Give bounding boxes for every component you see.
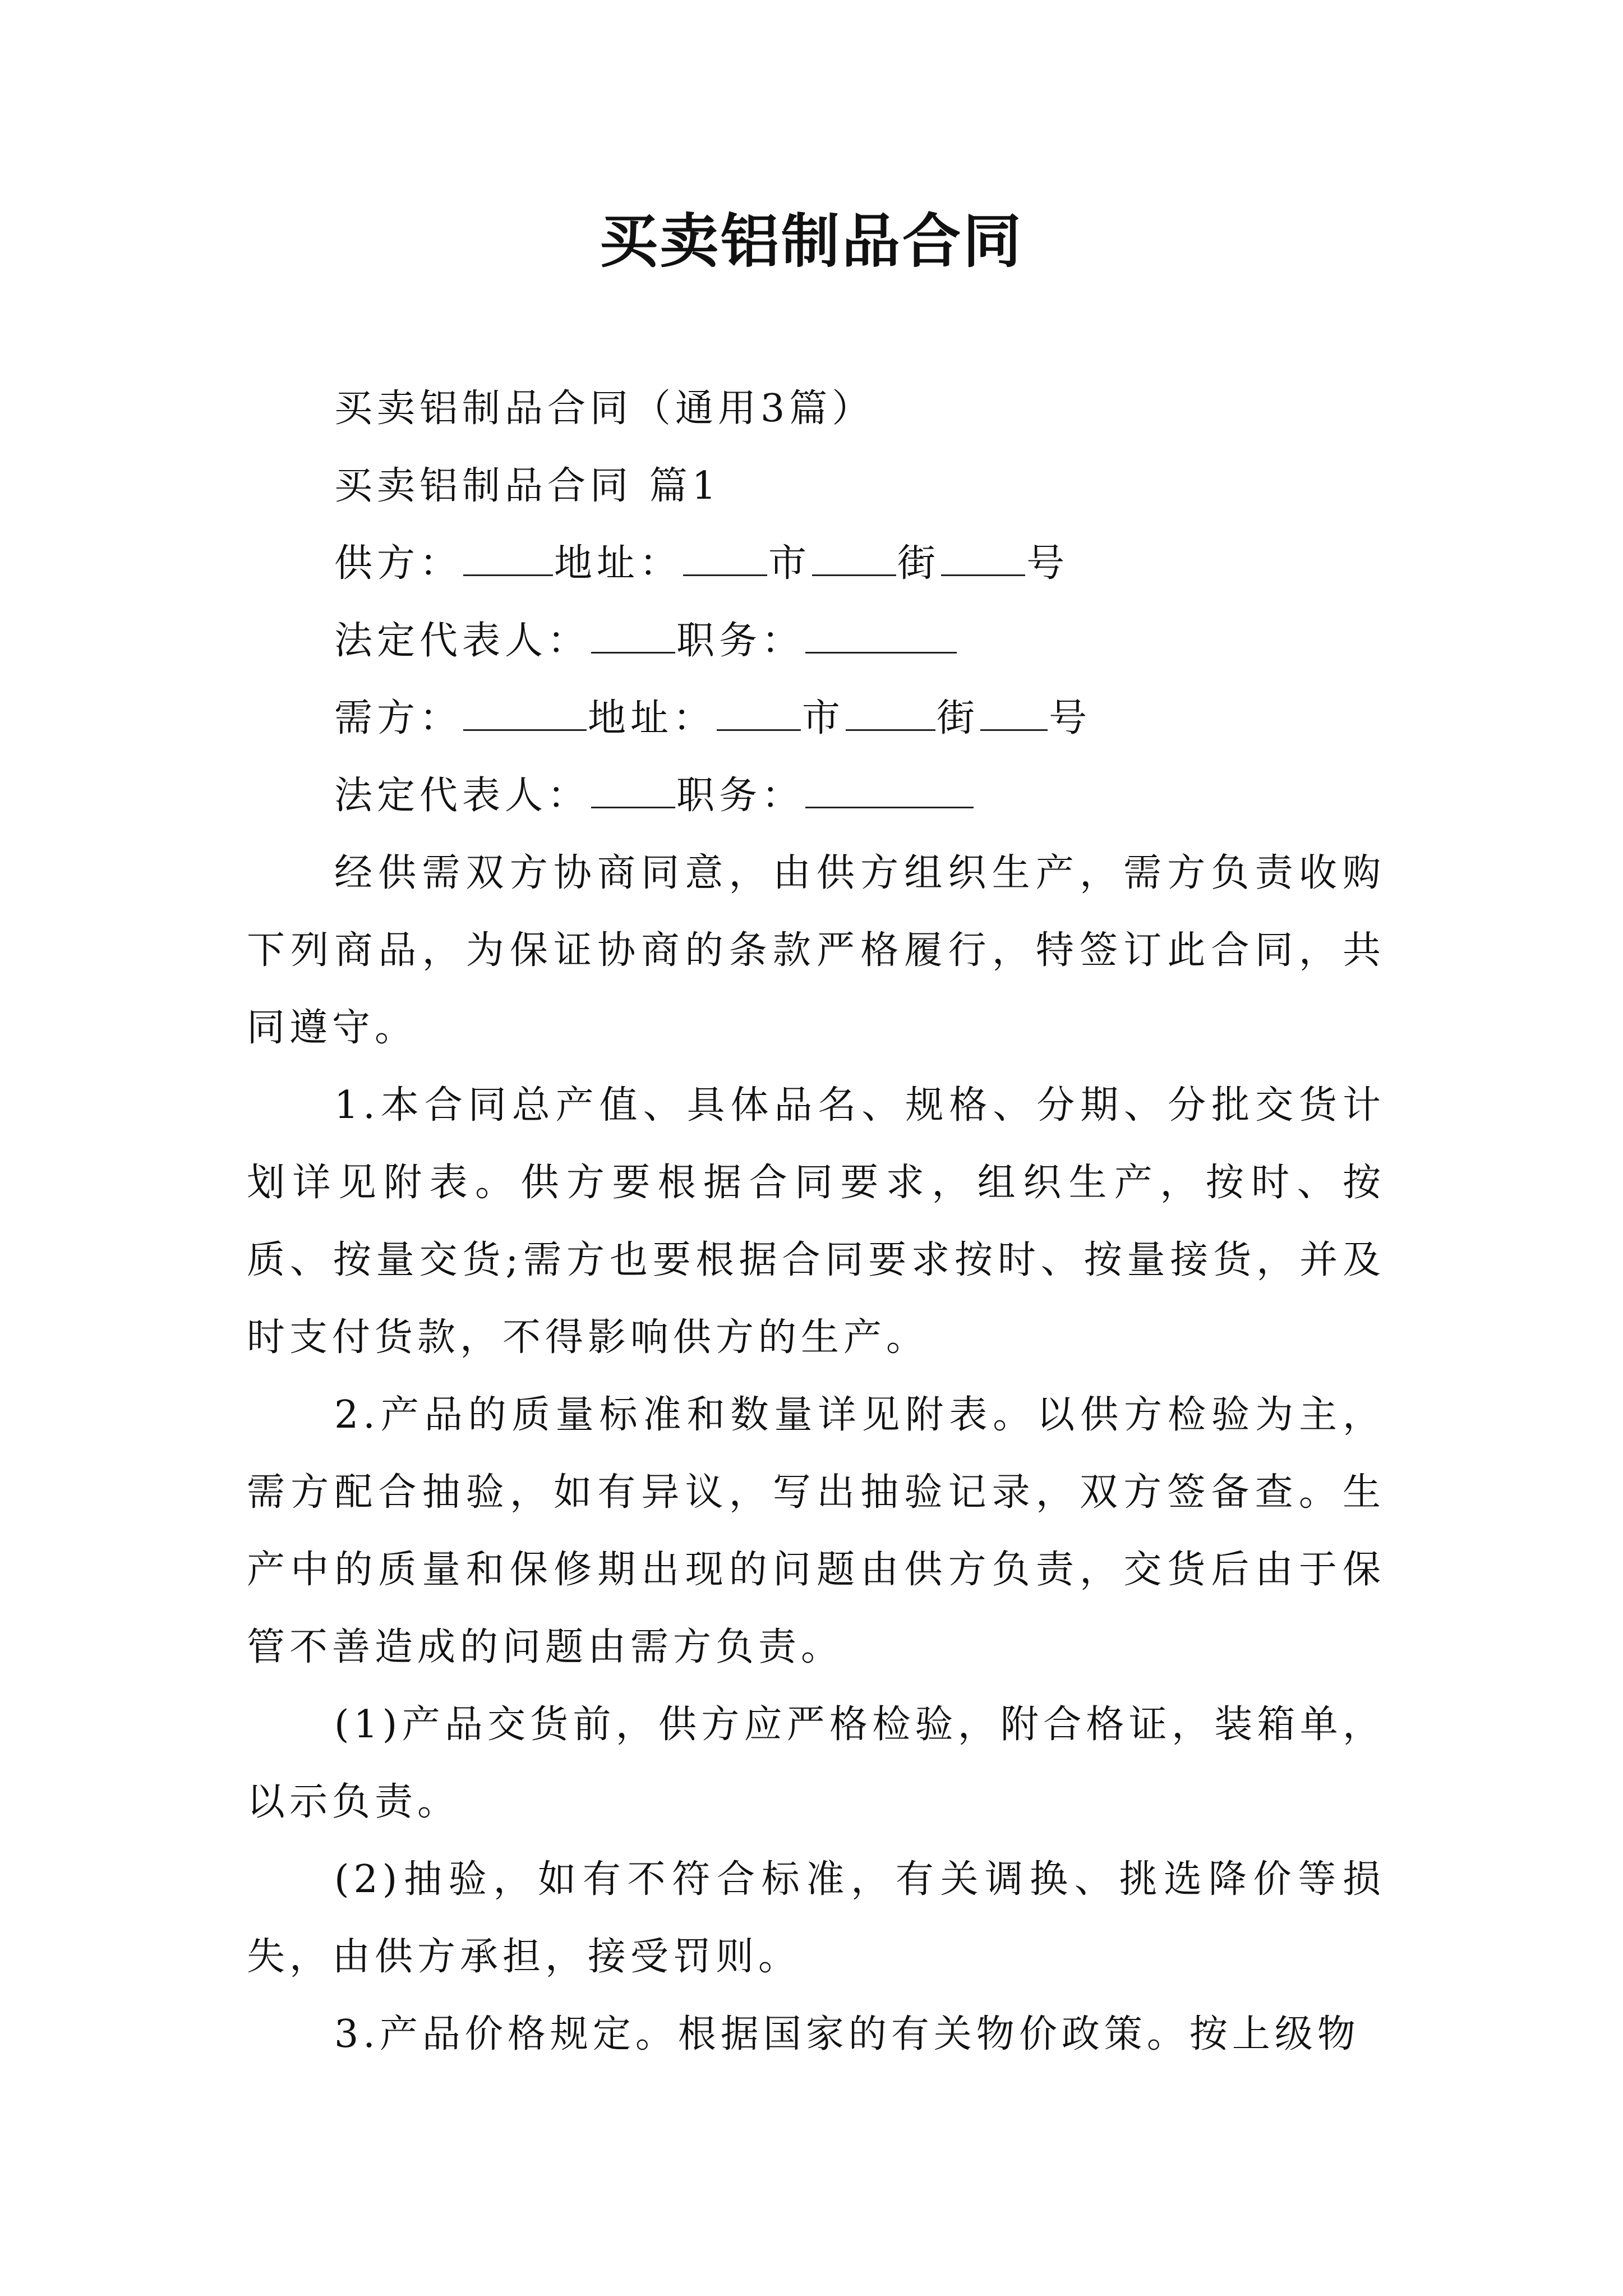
paragraph-clause-1: 1.本合同总产值、具体品名、规格、分期、分批交货计划详见附表。供方要根据合同要求，组织生产，按时、按质、按量交货;需方也要根据合同要求按时、按量接货，并及时支付货款，不得影响供方的生产。	[247, 1083, 1385, 1360]
buyer-city-label: 市	[802, 696, 845, 740]
supplier-rep-label: 法定代表人：	[334, 619, 591, 663]
supplier-city-blank	[683, 540, 767, 576]
buyer-position-label: 职务：	[676, 774, 805, 818]
supplier-line	[247, 525, 1385, 602]
buyer-number-label: 号	[1049, 696, 1092, 740]
buyer-street-label: 街	[937, 696, 980, 740]
buyer-label: 需方：	[334, 696, 463, 740]
supplier-street-label: 街	[897, 541, 940, 586]
buyer-number-blank	[980, 694, 1048, 731]
supplier-city-label: 市	[768, 541, 811, 586]
paragraph-intro: 经供需双方协商同意，由供方组织生产，需方负责收购下列商品，为保证协商的条款严格履行，特签订此合同，共同遵守。	[247, 851, 1385, 1050]
paragraph-clause-3: 3.产品价格规定。根据国家的有关物价政策。按上级物	[334, 2012, 1360, 2056]
section-heading: 买卖铝制品合同 篇1	[334, 464, 721, 508]
paragraph-clause-2: 2.产品的质量标准和数量详见附表。以供方检验为主，需方配合抽验，如有异议，写出抽验记录，双方签备查。生产中的质量和保修期出现的问题由供方负责，交货后由于保管不善造成的问题由需方负责。	[247, 1393, 1385, 1669]
supplier-number-label: 号	[1026, 541, 1069, 586]
supplier-rep-line	[247, 602, 1385, 680]
buyer-street-blank	[846, 694, 935, 731]
buyer-rep-line	[247, 757, 1385, 835]
subtitle-line: 买卖铝制品合同（通用3篇）	[334, 386, 875, 431]
supplier-position-blank	[805, 617, 957, 654]
supplier-street-blank	[812, 540, 896, 576]
supplier-address-label: 地址：	[554, 541, 683, 586]
buyer-rep-label: 法定代表人：	[334, 774, 591, 818]
supplier-rep-blank	[591, 617, 675, 654]
supplier-number-blank	[941, 540, 1025, 576]
document-title: 买卖铝制品合同	[599, 206, 1023, 275]
paragraph-clause-2-1: (1)产品交货前，供方应严格检验，附合格证，装箱单，以示负责。	[247, 1703, 1385, 1824]
supplier-label: 供方：	[334, 541, 463, 586]
buyer-position-blank	[805, 772, 974, 808]
buyer-name-blank	[463, 694, 587, 731]
buyer-line	[247, 680, 1385, 757]
paragraph-clause-2-2: (2)抽验，如有不符合标准，有关调换、挑选降价等损失，由供方承担，接受罚则。	[247, 1857, 1385, 1979]
buyer-address-label: 地址：	[588, 696, 716, 740]
buyer-city-blank	[717, 694, 801, 731]
document-body	[247, 370, 1385, 2073]
supplier-position-label: 职务：	[676, 619, 805, 663]
buyer-rep-blank	[591, 772, 675, 808]
supplier-name-blank	[463, 540, 553, 576]
